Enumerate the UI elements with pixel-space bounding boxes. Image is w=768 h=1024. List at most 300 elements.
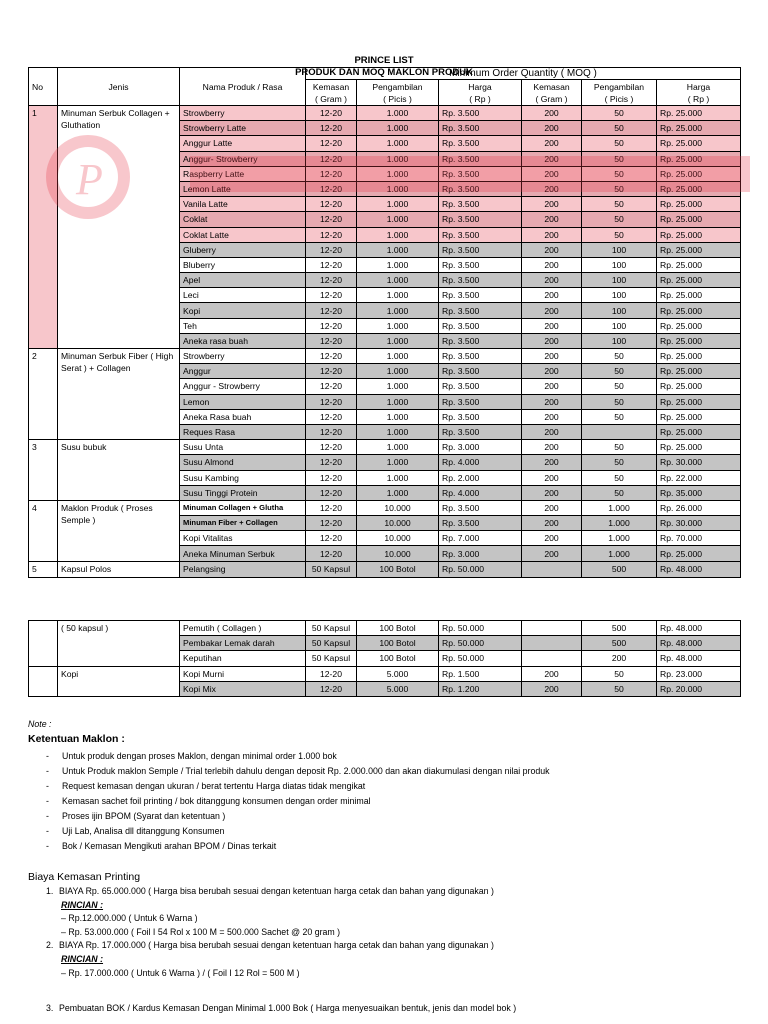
pengambilan-cell: 10.000 — [357, 546, 439, 561]
product-name: Anggur - Strowberry — [180, 379, 306, 394]
kemasan-cell: 50 Kapsul — [306, 621, 357, 636]
note-label: Note : — [28, 719, 52, 729]
kemasan-cell: 12-20 — [306, 424, 357, 439]
harga-cell: Rp. 3.500 — [439, 516, 522, 531]
kemasan-2-cell: 200 — [522, 440, 582, 455]
harga-cell: Rp. 3.500 — [439, 424, 522, 439]
group-number: 3 — [29, 440, 58, 501]
kemasan-2-cell: 200 — [522, 379, 582, 394]
kemasan-cell: 12-20 — [306, 227, 357, 242]
pengambilan-2-cell: 500 — [582, 621, 657, 636]
kemasan-cell: 12-20 — [306, 379, 357, 394]
pengambilan-cell: 10.000 — [357, 500, 439, 515]
note-item: - Kemasan sachet foil printing / bok ditanggung konsumen dengan order minimal — [28, 794, 550, 809]
kemasan-2-cell: 200 — [522, 181, 582, 196]
harga-2-cell: Rp. 25.000 — [657, 349, 741, 364]
svg-text:P: P — [76, 155, 103, 204]
printing-item-3: Pembuatan BOK / Kardus Kemasan Dengan Minimal 1.000 Bok ( Harga menyesuaikan bentuk, jenis dan model bok ) — [59, 1003, 517, 1014]
product-name: Anggur- Strowberry — [180, 151, 306, 166]
kemasan-2-cell: 200 — [522, 106, 582, 121]
pengambilan-cell: 1.000 — [357, 242, 439, 257]
harga-cell: Rp. 50.000 — [439, 651, 522, 666]
product-name: Kopi — [180, 303, 306, 318]
group-jenis: Kopi — [58, 666, 180, 696]
col-harga-2: Harga ( Rp ) — [657, 80, 741, 106]
pengambilan-2-cell: 50 — [582, 455, 657, 470]
note-item: - Proses ijin BPOM (Syarat dan ketentuan ) — [28, 809, 550, 824]
pengambilan-cell: 1.000 — [357, 485, 439, 500]
pengambilan-2-cell: 50 — [582, 136, 657, 151]
kemasan-2-cell — [522, 636, 582, 651]
harga-cell: Rp. 3.500 — [439, 136, 522, 151]
pengambilan-2-cell: 500 — [582, 561, 657, 577]
harga-cell: Rp. 3.500 — [439, 333, 522, 348]
harga-2-cell: Rp. 25.000 — [657, 288, 741, 303]
group-number: 1 — [29, 106, 58, 349]
product-name: Pemutih ( Collagen ) — [180, 621, 306, 636]
harga-cell: Rp. 3.500 — [439, 303, 522, 318]
col-kemasan-1: Kemasan ( Gram ) — [306, 80, 357, 106]
kemasan-cell: 12-20 — [306, 349, 357, 364]
pengambilan-2-cell: 200 — [582, 651, 657, 666]
harga-cell: Rp. 3.500 — [439, 242, 522, 257]
kemasan-2-cell: 200 — [522, 531, 582, 546]
product-name: Kopi Murni — [180, 666, 306, 681]
pengambilan-cell: 1.000 — [357, 136, 439, 151]
product-name: Coklat Latte — [180, 227, 306, 242]
kemasan-2-cell: 200 — [522, 212, 582, 227]
pengambilan-cell: 1.000 — [357, 106, 439, 121]
kemasan-cell: 12-20 — [306, 288, 357, 303]
pengambilan-cell: 1.000 — [357, 364, 439, 379]
pengambilan-2-cell: 500 — [582, 636, 657, 651]
printing-section: Biaya Kemasan Printing 1. BIAYA Rp. 65.000.000 ( Harga bisa berubah sesuai dengan ketentuan harga cetak dan bahan yang digunakan ) RINCIAN : – Rp.12.000.000 ( Untuk 6 Warna ) – Rp. 53.000.000 ( Foil I 54 Rol x 100 M = 500.000 Sachet @ 20 gram ) 2. BIAYA Rp. 17.000.000 ( Harga bisa berubah sesuai dengan ketentuan harga cetak dan bahan yang digunakan ) RINCIAN : – Rp. 17.000.000 ( Untuk 6 Warna ) / ( Foil I 12 Rol = 500 M ) 3. Pembuatan BOK / Kardus Kemasan Dengan Minimal 1.000 Bok ( Harga menyesuaikan bentuk, jenis dan model bok ) — [28, 871, 517, 1014]
product-name: Minuman Collagen + Glutha — [180, 500, 306, 515]
harga-cell: Rp. 3.500 — [439, 106, 522, 121]
pengambilan-cell: 1.000 — [357, 121, 439, 136]
printing-item-2: BIAYA Rp. 17.000.000 ( Harga bisa berubah sesuai dengan ketentuan harga cetak dan bahan yang digunakan ) — [59, 940, 494, 951]
product-name: Anggur Latte — [180, 136, 306, 151]
kemasan-cell: 12-20 — [306, 394, 357, 409]
note-item: - Request kemasan dengan ukuran / berat tertentu Harga diatas tidak mengikat — [28, 779, 550, 794]
harga-cell: Rp. 3.500 — [439, 379, 522, 394]
pengambilan-cell: 100 Botol — [357, 651, 439, 666]
harga-2-cell: Rp. 25.000 — [657, 212, 741, 227]
harga-2-cell: Rp. 25.000 — [657, 257, 741, 272]
harga-2-cell: Rp. 26.000 — [657, 500, 741, 515]
pengambilan-2-cell: 50 — [582, 470, 657, 485]
col-moq-group: Minimum Order Quantity ( MOQ ) — [306, 68, 741, 80]
pengambilan-2-cell: 50 — [582, 227, 657, 242]
product-name: Strowberry — [180, 349, 306, 364]
table-row — [29, 349, 741, 364]
pengambilan-cell: 1.000 — [357, 288, 439, 303]
page-subtitle: PRODUK DAN MOQ MAKLON PRODUK — [295, 67, 473, 78]
harga-cell: Rp. 2.000 — [439, 470, 522, 485]
kemasan-cell: 12-20 — [306, 440, 357, 455]
product-name: Gluberry — [180, 242, 306, 257]
pengambilan-2-cell: 100 — [582, 303, 657, 318]
product-name: Minuman Fiber + Collagen — [180, 516, 306, 531]
kemasan-2-cell: 200 — [522, 197, 582, 212]
harga-2-cell: Rp. 25.000 — [657, 440, 741, 455]
pengambilan-cell: 1.000 — [357, 394, 439, 409]
printing-item-2a: – Rp. 17.000.000 ( Untuk 6 Warna ) / ( Foil I 12 Rol = 500 M ) — [61, 967, 300, 978]
harga-2-cell: Rp. 48.000 — [657, 561, 741, 577]
harga-cell: Rp. 7.000 — [439, 531, 522, 546]
kemasan-2-cell: 200 — [522, 485, 582, 500]
printing-item-1a: – Rp.12.000.000 ( Untuk 6 Warna ) — [61, 913, 198, 924]
product-name: Strowberry — [180, 106, 306, 121]
harga-cell: Rp. 3.500 — [439, 151, 522, 166]
note-item: - Untuk Produk maklon Semple / Trial terlebih dahulu dengan deposit Rp. 2.000.000 dan akan diakumulasi dengan nilai produk — [28, 764, 550, 779]
pengambilan-cell: 1.000 — [357, 273, 439, 288]
product-name: Lemon Latte — [180, 181, 306, 196]
kemasan-cell: 12-20 — [306, 666, 357, 681]
harga-2-cell: Rp. 25.000 — [657, 273, 741, 288]
harga-cell: Rp. 3.500 — [439, 394, 522, 409]
harga-cell: Rp. 3.500 — [439, 273, 522, 288]
col-pengambilan-2: Pengambilan ( Picis ) — [582, 80, 657, 106]
kemasan-cell: 12-20 — [306, 455, 357, 470]
pengambilan-cell: 10.000 — [357, 516, 439, 531]
pengambilan-cell: 1.000 — [357, 166, 439, 181]
kemasan-2-cell: 200 — [522, 409, 582, 424]
harga-cell: Rp. 3.500 — [439, 181, 522, 196]
kemasan-cell: 12-20 — [306, 546, 357, 561]
kemasan-cell: 12-20 — [306, 197, 357, 212]
harga-cell: Rp. 3.500 — [439, 166, 522, 181]
pengambilan-cell: 1.000 — [357, 227, 439, 242]
pengambilan-2-cell: 1.000 — [582, 500, 657, 515]
product-name: Raspberry Latte — [180, 166, 306, 181]
table-row — [29, 561, 741, 577]
table-row — [29, 500, 741, 515]
product-name: Kopi Mix — [180, 681, 306, 696]
product-name: Coklat — [180, 212, 306, 227]
product-name: Bluberry — [180, 257, 306, 272]
harga-cell: Rp. 3.500 — [439, 288, 522, 303]
kemasan-cell: 12-20 — [306, 531, 357, 546]
pengambilan-2-cell: 1.000 — [582, 531, 657, 546]
harga-2-cell: Rp. 25.000 — [657, 409, 741, 424]
product-name: Leci — [180, 288, 306, 303]
harga-2-cell: Rp. 25.000 — [657, 197, 741, 212]
kemasan-2-cell: 200 — [522, 516, 582, 531]
pengambilan-2-cell: 50 — [582, 212, 657, 227]
harga-cell: Rp. 3.500 — [439, 364, 522, 379]
product-name: Strowberry Latte — [180, 121, 306, 136]
rincian-label-2: RINCIAN : — [61, 953, 104, 964]
pengambilan-2-cell: 50 — [582, 409, 657, 424]
note-item: - Untuk produk dengan proses Maklon, dengan minimal order 1.000 bok — [28, 749, 550, 764]
harga-2-cell: Rp. 48.000 — [657, 651, 741, 666]
kemasan-cell: 12-20 — [306, 500, 357, 515]
table-row — [29, 106, 741, 121]
harga-cell: Rp. 3.500 — [439, 349, 522, 364]
harga-2-cell: Rp. 35.000 — [657, 485, 741, 500]
notes-section — [28, 719, 550, 854]
product-name: Lemon — [180, 394, 306, 409]
harga-cell: Rp. 3.500 — [439, 257, 522, 272]
pengambilan-cell: 1.000 — [357, 455, 439, 470]
pengambilan-2-cell: 100 — [582, 333, 657, 348]
pengambilan-cell: 100 Botol — [357, 561, 439, 577]
printing-item-1b: – Rp. 53.000.000 ( Foil I 54 Rol x 100 M = 500.000 Sachet @ 20 gram ) — [61, 926, 341, 937]
harga-2-cell: Rp. 25.000 — [657, 333, 741, 348]
kemasan-2-cell: 200 — [522, 349, 582, 364]
kemasan-2-cell: 200 — [522, 394, 582, 409]
kemasan-2-cell: 200 — [522, 470, 582, 485]
note-item: - Uji Lab, Analisa dll ditanggung Konsumen — [28, 824, 550, 839]
harga-2-cell: Rp. 25.000 — [657, 424, 741, 439]
note-heading: Ketentuan Maklon : — [28, 733, 125, 745]
pengambilan-cell: 1.000 — [357, 333, 439, 348]
product-name: Susu Unta — [180, 440, 306, 455]
rincian-label-1: RINCIAN : — [61, 899, 104, 910]
kemasan-2-cell: 200 — [522, 121, 582, 136]
group-number — [29, 621, 58, 667]
group-jenis: Minuman Serbuk Collagen + Gluthation — [58, 106, 180, 349]
product-name: Aneka Minuman Serbuk — [180, 546, 306, 561]
product-name: Pembakar Lemak darah — [180, 636, 306, 651]
table-row — [29, 621, 741, 636]
pengambilan-cell: 1.000 — [357, 197, 439, 212]
table-row — [29, 666, 741, 681]
printing-heading: Biaya Kemasan Printing — [28, 871, 141, 883]
harga-2-cell: Rp. 25.000 — [657, 136, 741, 151]
harga-2-cell: Rp. 25.000 — [657, 181, 741, 196]
col-pengambilan-1: Pengambilan ( Picis ) — [357, 80, 439, 106]
harga-2-cell: Rp. 25.000 — [657, 166, 741, 181]
harga-2-cell: Rp. 25.000 — [657, 546, 741, 561]
kemasan-cell: 12-20 — [306, 333, 357, 348]
pengambilan-cell: 1.000 — [357, 212, 439, 227]
harga-2-cell: Rp. 48.000 — [657, 636, 741, 651]
pengambilan-cell: 1.000 — [357, 303, 439, 318]
pengambilan-2-cell: 50 — [582, 121, 657, 136]
kemasan-cell: 50 Kapsul — [306, 561, 357, 577]
harga-cell: Rp. 4.000 — [439, 485, 522, 500]
harga-2-cell: Rp. 25.000 — [657, 121, 741, 136]
pengambilan-2-cell: 1.000 — [582, 546, 657, 561]
kemasan-cell: 12-20 — [306, 257, 357, 272]
pengambilan-cell: 1.000 — [357, 409, 439, 424]
price-table — [28, 67, 741, 578]
pengambilan-2-cell: 50 — [582, 197, 657, 212]
kemasan-2-cell: 200 — [522, 257, 582, 272]
product-name: Apel — [180, 273, 306, 288]
kemasan-2-cell — [522, 651, 582, 666]
harga-2-cell: Rp. 70.000 — [657, 531, 741, 546]
kemasan-cell: 12-20 — [306, 470, 357, 485]
harga-2-cell: Rp. 25.000 — [657, 242, 741, 257]
group-number: 4 — [29, 500, 58, 561]
product-name: Vanila Latte — [180, 197, 306, 212]
product-name: Teh — [180, 318, 306, 333]
kemasan-cell: 12-20 — [306, 181, 357, 196]
kemasan-2-cell: 200 — [522, 242, 582, 257]
pengambilan-cell: 5.000 — [357, 666, 439, 681]
harga-cell: Rp. 1.200 — [439, 681, 522, 696]
pengambilan-cell: 1.000 — [357, 181, 439, 196]
kemasan-cell: 12-20 — [306, 151, 357, 166]
product-name: Pelangsing — [180, 561, 306, 577]
pengambilan-2-cell: 100 — [582, 273, 657, 288]
kemasan-cell: 12-20 — [306, 318, 357, 333]
pengambilan-cell: 1.000 — [357, 318, 439, 333]
pengambilan-2-cell: 50 — [582, 166, 657, 181]
harga-cell: Rp. 3.500 — [439, 318, 522, 333]
harga-2-cell: Rp. 25.000 — [657, 318, 741, 333]
kemasan-2-cell: 200 — [522, 546, 582, 561]
pengambilan-2-cell: 100 — [582, 318, 657, 333]
group-jenis: Maklon Produk ( Proses Semple ) — [58, 500, 180, 561]
kemasan-cell: 12-20 — [306, 273, 357, 288]
pengambilan-2-cell: 50 — [582, 364, 657, 379]
product-name: Susu Kambing — [180, 470, 306, 485]
kemasan-cell: 12-20 — [306, 409, 357, 424]
kemasan-cell: 50 Kapsul — [306, 651, 357, 666]
kemasan-2-cell: 200 — [522, 455, 582, 470]
pengambilan-2-cell: 50 — [582, 106, 657, 121]
harga-cell: Rp. 3.500 — [439, 121, 522, 136]
harga-cell: Rp. 1.500 — [439, 666, 522, 681]
kemasan-cell: 12-20 — [306, 242, 357, 257]
group-number: 5 — [29, 561, 58, 577]
pengambilan-cell: 5.000 — [357, 681, 439, 696]
harga-2-cell: Rp. 48.000 — [657, 621, 741, 636]
pengambilan-2-cell: 50 — [582, 151, 657, 166]
pengambilan-2-cell: 50 — [582, 681, 657, 696]
kemasan-2-cell: 200 — [522, 288, 582, 303]
kemasan-cell: 50 Kapsul — [306, 636, 357, 651]
kemasan-2-cell: 200 — [522, 151, 582, 166]
kemasan-2-cell: 200 — [522, 500, 582, 515]
kemasan-cell: 12-20 — [306, 485, 357, 500]
col-kemasan-2: Kemasan ( Gram ) — [522, 80, 582, 106]
kemasan-2-cell — [522, 561, 582, 577]
kemasan-2-cell: 200 — [522, 273, 582, 288]
kemasan-cell: 12-20 — [306, 303, 357, 318]
kemasan-2-cell: 200 — [522, 136, 582, 151]
harga-2-cell: Rp. 25.000 — [657, 394, 741, 409]
kemasan-2-cell: 200 — [522, 227, 582, 242]
note-list — [28, 749, 550, 854]
note-item: - Bok / Kemasan Mengikuti arahan BPOM / Dinas terkait — [28, 839, 550, 854]
pengambilan-2-cell: 50 — [582, 666, 657, 681]
harga-cell: Rp. 50.000 — [439, 636, 522, 651]
pengambilan-cell: 10.000 — [357, 531, 439, 546]
group-jenis: Kapsul Polos — [58, 561, 180, 577]
pengambilan-2-cell: 1.000 — [582, 516, 657, 531]
pengambilan-2-cell: 50 — [582, 349, 657, 364]
harga-cell: Rp. 3.500 — [439, 409, 522, 424]
harga-2-cell: Rp. 22.000 — [657, 470, 741, 485]
pengambilan-2-cell: 100 — [582, 288, 657, 303]
kemasan-2-cell: 200 — [522, 166, 582, 181]
pengambilan-2-cell: 50 — [582, 485, 657, 500]
product-name: Susu Almond — [180, 455, 306, 470]
pengambilan-cell: 1.000 — [357, 470, 439, 485]
harga-cell: Rp. 50.000 — [439, 621, 522, 636]
kemasan-2-cell: 200 — [522, 424, 582, 439]
pengambilan-2-cell: 50 — [582, 440, 657, 455]
pengambilan-2-cell: 50 — [582, 181, 657, 196]
table-row — [29, 440, 741, 455]
harga-2-cell: Rp. 25.000 — [657, 151, 741, 166]
harga-cell: Rp. 3.000 — [439, 440, 522, 455]
harga-2-cell: Rp. 25.000 — [657, 106, 741, 121]
pengambilan-2-cell: 50 — [582, 379, 657, 394]
harga-cell: Rp. 3.000 — [439, 546, 522, 561]
kemasan-2-cell: 200 — [522, 666, 582, 681]
col-jenis: Jenis — [58, 68, 180, 106]
printing-item-1: BIAYA Rp. 65.000.000 ( Harga bisa berubah sesuai dengan ketentuan harga cetak dan bahan yang digunakan ) — [59, 886, 494, 896]
harga-cell: Rp. 3.500 — [439, 227, 522, 242]
harga-cell: Rp. 3.500 — [439, 197, 522, 212]
kemasan-cell: 12-20 — [306, 516, 357, 531]
group-jenis: Minuman Serbuk Fiber ( High Serat ) + Collagen — [58, 349, 180, 440]
pengambilan-cell: 1.000 — [357, 440, 439, 455]
product-name: Kopi Vitalitas — [180, 531, 306, 546]
kemasan-cell: 12-20 — [306, 681, 357, 696]
product-name: Reques Rasa — [180, 424, 306, 439]
harga-2-cell: Rp. 25.000 — [657, 303, 741, 318]
pengambilan-cell: 1.000 — [357, 424, 439, 439]
kemasan-2-cell: 200 — [522, 681, 582, 696]
kemasan-cell: 12-20 — [306, 121, 357, 136]
col-no: No — [29, 68, 58, 106]
pengambilan-2-cell: 50 — [582, 394, 657, 409]
harga-2-cell: Rp. 30.000 — [657, 455, 741, 470]
pengambilan-cell: 1.000 — [357, 257, 439, 272]
harga-2-cell: Rp. 23.000 — [657, 666, 741, 681]
group-jenis: ( 50 kapsul ) — [58, 621, 180, 667]
group-number — [29, 666, 58, 696]
harga-2-cell: Rp. 25.000 — [657, 379, 741, 394]
kemasan-2-cell: 200 — [522, 333, 582, 348]
product-name: Anggur — [180, 364, 306, 379]
kemasan-cell: 12-20 — [306, 166, 357, 181]
harga-cell: Rp. 4.000 — [439, 455, 522, 470]
kemasan-cell: 12-20 — [306, 212, 357, 227]
harga-cell: Rp. 3.500 — [439, 500, 522, 515]
pengambilan-2-cell: 100 — [582, 257, 657, 272]
page-title: PRINCE LIST — [354, 55, 414, 66]
pengambilan-cell: 100 Botol — [357, 621, 439, 636]
harga-2-cell: Rp. 25.000 — [657, 227, 741, 242]
product-name: Aneka Rasa buah — [180, 409, 306, 424]
kemasan-2-cell: 200 — [522, 318, 582, 333]
group-jenis: Susu bubuk — [58, 440, 180, 501]
harga-cell: Rp. 3.500 — [439, 212, 522, 227]
harga-2-cell: Rp. 25.000 — [657, 364, 741, 379]
price-table-continued — [28, 620, 741, 697]
kemasan-2-cell — [522, 621, 582, 636]
kemasan-cell: 12-20 — [306, 106, 357, 121]
product-name: Susu Tinggi Protein — [180, 485, 306, 500]
product-name: Keputihan — [180, 651, 306, 666]
pengambilan-2-cell: 100 — [582, 242, 657, 257]
pengambilan-cell: 1.000 — [357, 379, 439, 394]
pengambilan-2-cell — [582, 424, 657, 439]
product-name: Aneka rasa buah — [180, 333, 306, 348]
kemasan-cell: 12-20 — [306, 136, 357, 151]
col-harga-1: Harga ( Rp ) — [439, 80, 522, 106]
kemasan-2-cell: 200 — [522, 303, 582, 318]
col-nama: Nama Produk / Rasa — [180, 68, 306, 106]
